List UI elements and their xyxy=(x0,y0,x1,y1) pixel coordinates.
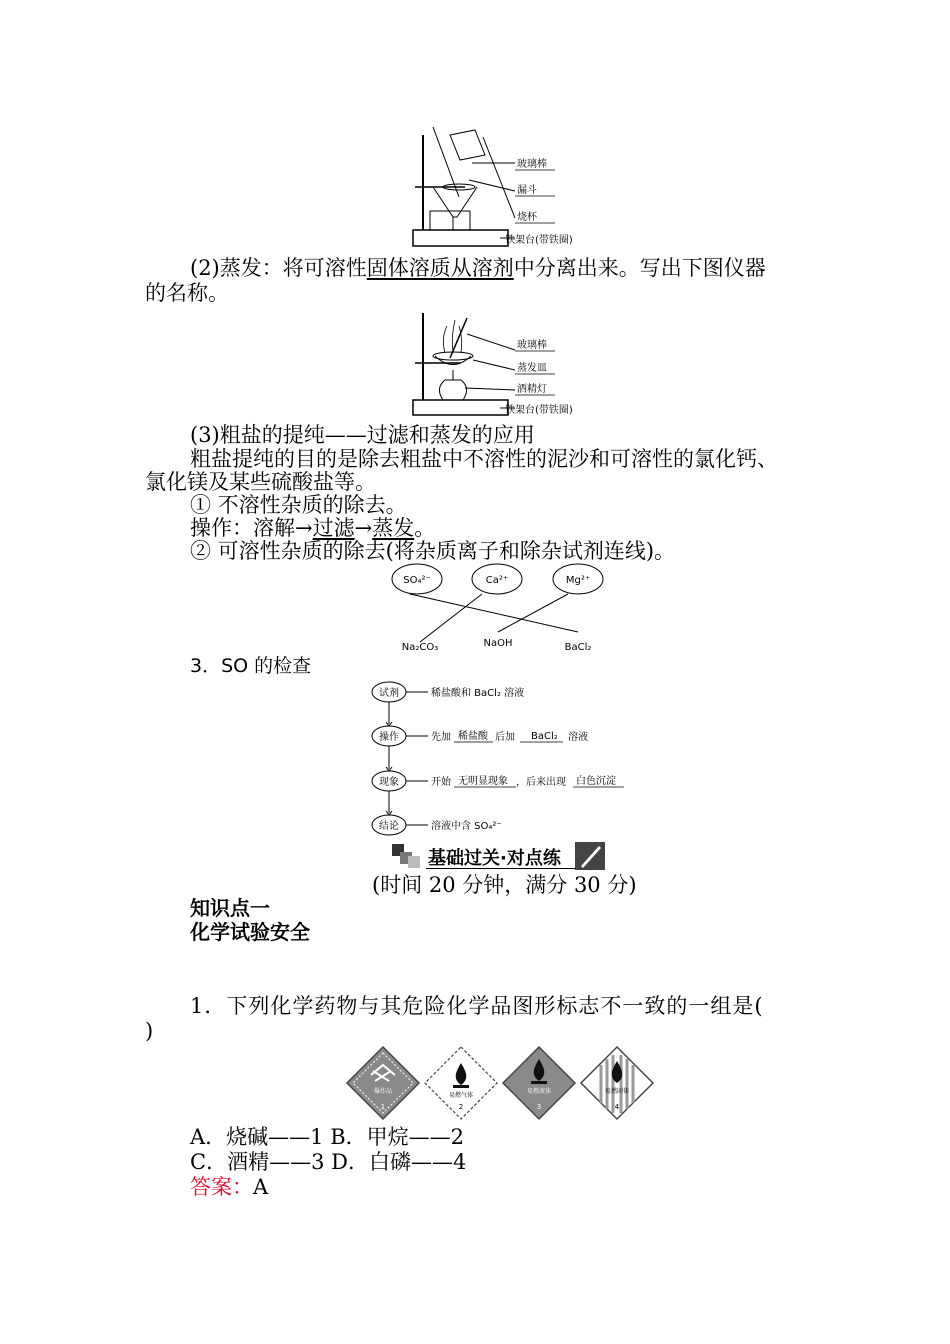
question-1-text: 1．下列化学药物与其危险化学品图形标志不一致的一组是( xyxy=(190,994,764,1018)
question-1-options-a-b: A．烧碱——1 B．甲烷——2 xyxy=(190,1125,464,1149)
evaporation-line xyxy=(190,256,766,281)
purification-title: (3)粗盐的提纯——过滤和蒸发的应用 xyxy=(190,423,535,447)
evaporation-prefix: (2)蒸发：将可溶性 xyxy=(190,256,367,280)
ion-sulfate: SO₄²⁻ xyxy=(403,575,431,586)
sulfate-test-flowchart xyxy=(368,680,638,840)
answer-value: A xyxy=(253,1175,269,1199)
flow-step-reagent-label: 试剂 xyxy=(379,688,399,699)
flow-phenomenon-text-b: ，后来出现 xyxy=(516,777,566,788)
fig1-label-iron-stand: 铁架台(带铁圈) xyxy=(505,235,573,246)
flow-conclusion-text: 溶液中含 SO₄²⁻ xyxy=(431,821,502,832)
question-1-answer xyxy=(190,1175,268,1200)
banner-underline xyxy=(426,868,576,869)
flow-operation-text-b: 后加 xyxy=(495,732,515,743)
flow-operation-text-a: 先加 xyxy=(431,732,451,743)
question-1-close-paren: ) xyxy=(145,1019,154,1043)
ion-calcium: Ca²⁺ xyxy=(485,575,509,586)
evaporation-line-2: 的名称。 xyxy=(145,281,229,305)
flow-phenomenon-blank-b: 白色沉淀 xyxy=(576,776,616,787)
banner-right-pen-icon xyxy=(575,842,605,870)
fig2-label-glass-rod: 玻璃棒 xyxy=(517,340,547,351)
purification-step-1: ① 不溶性杂质的除去。 xyxy=(190,493,407,517)
reagent-barium-chloride: BaCl₂ xyxy=(564,642,592,653)
hazard-sign-flammable-liquid-number: 3 xyxy=(536,1103,542,1111)
fig1-label-funnel: 漏斗 xyxy=(517,185,537,196)
operation-suffix: 。 xyxy=(414,516,436,540)
operation-blank-filter: 过滤 xyxy=(312,516,355,540)
section-3-title: 3．SO 的检查 xyxy=(190,655,312,677)
question-1-options-c-d: C．酒精——3 D．白磷——4 xyxy=(190,1150,467,1174)
knowledge-point-number: 知识点一 xyxy=(190,896,270,920)
flow-phenomenon-blank-a: 无明显现象 xyxy=(458,776,508,787)
flow-step-phenomenon-label: 现象 xyxy=(379,777,399,788)
flow-step-conclusion-label: 结论 xyxy=(379,821,399,832)
hazard-sign-flammable-solid-label: 易燃固体 xyxy=(604,1088,630,1095)
hazard-sign-flammable-liquid xyxy=(503,1047,575,1119)
answer-label: 答案： xyxy=(190,1175,253,1199)
operation-arrow: → xyxy=(354,516,373,540)
hazard-sign-flammable-solid xyxy=(581,1047,653,1119)
reagent-sodium-hydroxide: NaOH xyxy=(483,638,513,649)
purification-paragraph-2: 氯化镁及某些硫酸盐等。 xyxy=(145,470,376,494)
evaporation-apparatus-figure xyxy=(405,308,595,420)
hazard-sign-flammable-gas-label: 易燃气体 xyxy=(448,1092,474,1099)
knowledge-point-title: 化学试验安全 xyxy=(190,920,310,944)
purification-step-2: ② 可溶性杂质的除去(将杂质离子和除杂试剂连线)。 xyxy=(190,539,676,563)
ion-magnesium: Mg²⁺ xyxy=(565,575,591,586)
flow-reagent-text: 稀盐酸和 BaCl₂ 溶液 xyxy=(431,688,525,699)
hazard-sign-explosive-number: 1 xyxy=(380,1103,386,1111)
hazard-sign-flammable-solid-number: 4 xyxy=(614,1103,620,1111)
practice-banner xyxy=(390,842,605,870)
banner-title: 基础过关·对点练 xyxy=(428,848,561,869)
flow-phenomenon-text-a: 开始 xyxy=(431,777,451,788)
fig2-label-alcohol-lamp: 酒精灯 xyxy=(517,384,547,395)
hazard-sign-explosive-label: 爆炸品 xyxy=(373,1088,393,1095)
banner-left-squares-icon xyxy=(390,842,426,870)
fig1-label-beaker: 烧杯 xyxy=(517,212,537,223)
fig1-label-glass-rod: 玻璃棒 xyxy=(517,159,547,170)
evaporation-suffix: 中分离出来。写出下图仪器 xyxy=(513,256,766,280)
purification-paragraph-1: 粗盐提纯的目的是除去粗盐中不溶性的泥沙和可溶性的氯化钙、 xyxy=(190,447,778,471)
reagent-sodium-carbonate: Na₂CO₃ xyxy=(401,642,439,653)
fig2-label-iron-stand: 铁架台(带铁圈) xyxy=(505,405,573,416)
fig2-label-evaporating-dish: 蒸发皿 xyxy=(517,363,547,374)
hazard-sign-flammable-gas-number: 2 xyxy=(458,1103,464,1111)
hazard-sign-flammable-liquid-label: 易燃液体 xyxy=(526,1088,552,1095)
operation-prefix: 操作：溶解→ xyxy=(190,516,313,540)
flow-step-operation-label: 操作 xyxy=(379,732,399,743)
operation-blank-evaporate: 蒸发 xyxy=(372,516,415,540)
hazard-sign-explosive xyxy=(347,1047,419,1119)
purification-operation xyxy=(190,516,435,541)
ion-matching-diagram xyxy=(390,562,615,658)
flow-operation-blank-a: 稀盐酸 xyxy=(458,731,488,742)
hazard-signs-row xyxy=(345,1045,655,1125)
flow-operation-text-c: 溶液 xyxy=(568,732,588,743)
evaporation-blank: 固体溶质从溶剂 xyxy=(366,256,514,280)
filtration-apparatus-figure xyxy=(405,125,595,250)
hazard-sign-flammable-gas xyxy=(425,1047,497,1119)
flow-operation-blank-b: BaCl₂ xyxy=(531,731,558,742)
time-note: (时间 20 分钟，满分 30 分) xyxy=(372,873,637,897)
